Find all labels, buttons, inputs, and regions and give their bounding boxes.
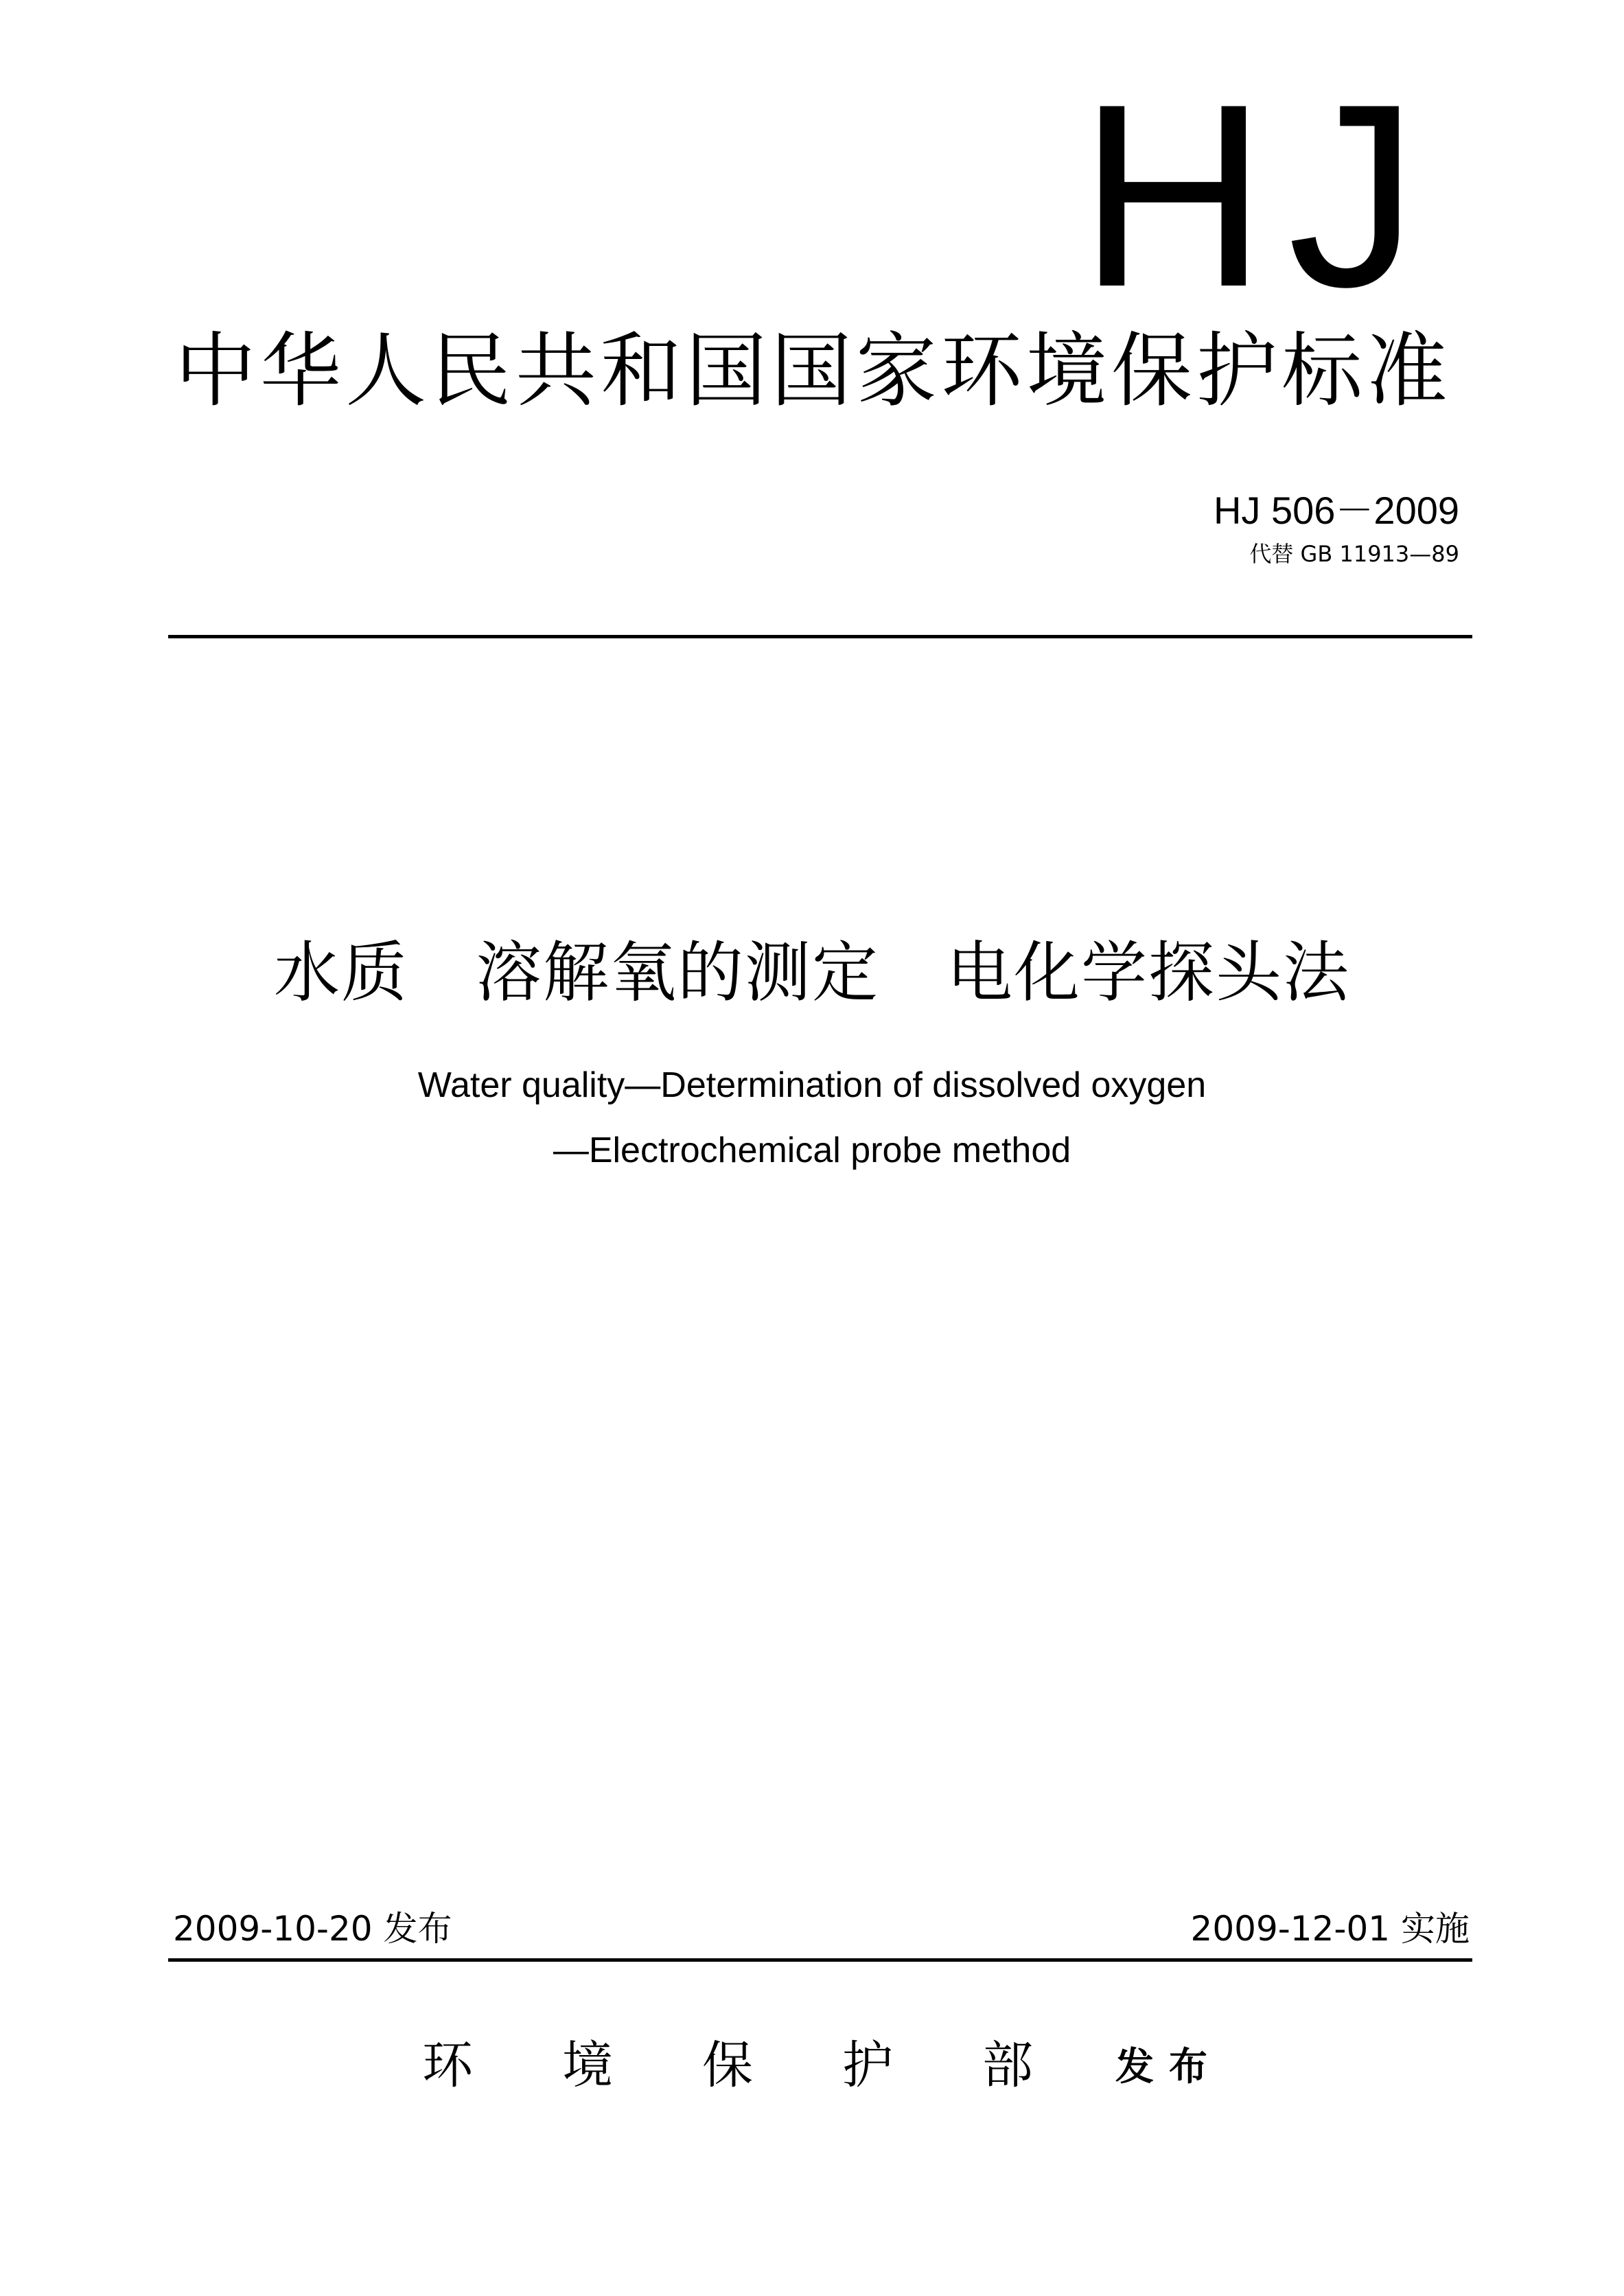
issuer-name: 环境保护部 bbox=[422, 2036, 1122, 2095]
document-title-chinese: 水质 溶解氧的测定 电化学探头法 bbox=[274, 934, 1350, 1011]
implementation-date: 2009-12-01 实施 bbox=[1190, 1909, 1470, 1949]
bottom-divider bbox=[168, 1958, 1472, 1962]
document-title-english-line2: —Electrochemical probe method bbox=[553, 1130, 1071, 1170]
standard-category-title: 中华人民共和国国家环境保护标准 bbox=[175, 323, 1452, 418]
issue-date: 2009-10-20 发布 bbox=[173, 1909, 452, 1949]
replaces-standard: 代替 GB 11913—89 bbox=[1249, 541, 1459, 567]
top-divider bbox=[168, 635, 1472, 638]
document-title-english-line1: Water quality—Determination of dissolved oxygen bbox=[417, 1065, 1207, 1105]
standard-number: HJ 506－2009 bbox=[1213, 489, 1459, 532]
hj-logo: HJ bbox=[1078, 49, 1439, 341]
issuer-suffix: 发布 bbox=[1115, 2045, 1222, 2089]
